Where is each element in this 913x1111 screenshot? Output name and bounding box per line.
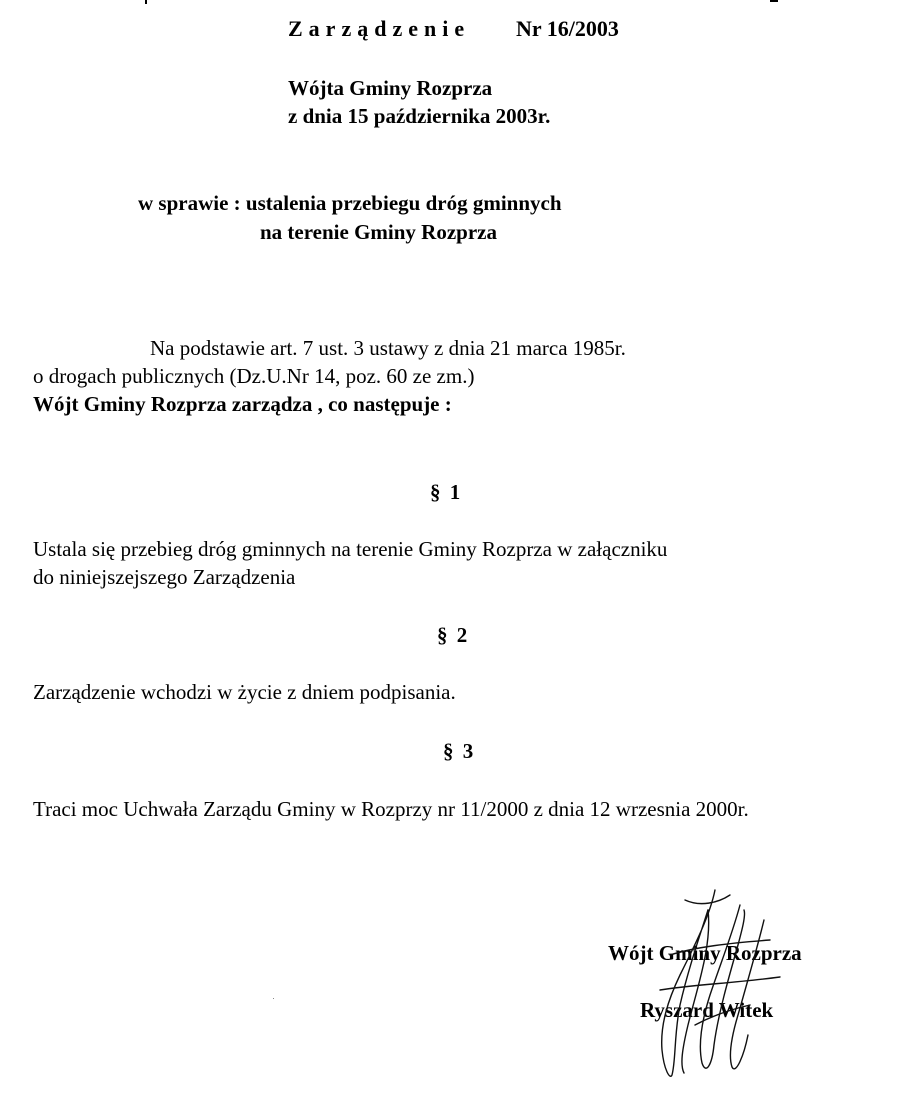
paragraph-3-line-1: Traci moc Uchwała Zarządu Gminy w Rozprzy nr 11/2000 z dnia 12 wrzesnia 2000r. [33, 797, 749, 821]
document-title: Zarządzenie [288, 16, 471, 41]
basis-line-2: o drogach publicznych (Dz.U.Nr 14, poz. 60 ze zm.) [33, 364, 475, 388]
paragraph-mark-3: § 3 [443, 739, 476, 763]
paragraph-2-line-1: Zarządzenie wchodzi w życie z dniem podpisania. [33, 680, 456, 704]
subject-line-2: na terenie Gminy Rozprza [260, 220, 497, 244]
scan-dot [273, 998, 274, 999]
paragraph-1-line-2: do niniejszejszego Zarządzenia [33, 565, 296, 589]
signatory-name: Ryszard Witek [640, 998, 774, 1022]
basis-line-3: Wójt Gminy Rozprza zarządza , co następuje : [33, 392, 452, 416]
paragraph-mark-2: § 2 [437, 623, 470, 647]
signatory-title: Wójt Gminy Rozprza [608, 941, 802, 965]
scan-mark-left [145, 0, 147, 4]
paragraph-mark-1: § 1 [430, 480, 463, 504]
scan-mark-right [770, 0, 778, 2]
document-number: Nr 16/2003 [516, 16, 619, 41]
handwritten-signature [640, 885, 790, 1085]
issuer-line: Wójta Gminy Rozprza [288, 76, 493, 100]
paragraph-1-line-1: Ustala się przebieg dróg gminnych na terenie Gminy Rozprza w załączniku [33, 537, 668, 561]
basis-line-1: Na podstawie art. 7 ust. 3 ustawy z dnia 21 marca 1985r. [150, 336, 626, 360]
subject-line-1: w sprawie : ustalenia przebiegu dróg gminnych [138, 191, 562, 215]
date-line: z dnia 15 października 2003r. [288, 104, 551, 128]
